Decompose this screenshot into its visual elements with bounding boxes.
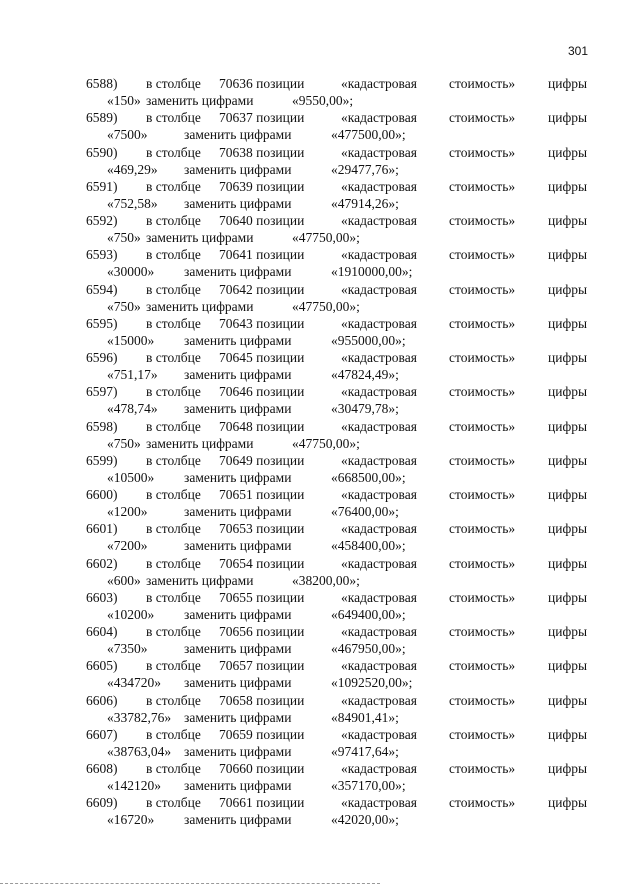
cadastral-label: «кадастровая [341, 761, 417, 776]
cost-label: стоимость» [449, 384, 516, 400]
new-value: «357170,00»; [331, 778, 406, 793]
new-value: «30479,78»; [331, 401, 399, 417]
column-position: 70657 позиции [219, 658, 305, 674]
new-value: «1092520,00»; [331, 675, 413, 691]
column-word: в столбце [146, 452, 201, 468]
old-value: «38763,04» [107, 743, 172, 759]
cadastral-label: «кадастровая [341, 315, 417, 331]
new-value: «9550,00»; [292, 93, 354, 108]
column-position: 70653 позиции [219, 521, 305, 537]
cadastral-label: «кадастровая [341, 555, 417, 571]
amendment-entry [0, 453, 640, 487]
old-value: «16720» [107, 812, 155, 828]
column-word: в столбце [146, 384, 201, 400]
entry-number: 6588) [86, 76, 118, 91]
cost-label: стоимость» [449, 726, 516, 742]
amendment-entry [0, 487, 640, 521]
amendment-entry [0, 145, 640, 179]
new-value: «1910000,00»; [331, 264, 413, 280]
replace-phrase: заменить цифрами [184, 401, 292, 417]
entry-number: 6599) [86, 452, 118, 468]
replace-phrase: заменить цифрами [184, 641, 292, 656]
digits-label: цифры [548, 144, 588, 160]
column-word: в столбце [146, 658, 201, 674]
amendment-entry [0, 419, 640, 453]
digits-label: цифры [548, 521, 588, 537]
entry-number: 6604) [86, 624, 118, 639]
amendment-entry [0, 316, 640, 350]
amendment-entry [0, 110, 640, 144]
cadastral-label: «кадастровая [341, 452, 417, 468]
cadastral-label: «кадастровая [341, 247, 417, 263]
column-word: в столбце [146, 418, 201, 434]
replace-phrase: заменить цифрами [184, 161, 292, 177]
old-value: «600» [107, 572, 141, 588]
digits-label: цифры [548, 247, 588, 263]
replace-phrase: заменить цифрами [184, 743, 292, 759]
replace-phrase: заменить цифрами [184, 606, 292, 622]
replace-phrase: заменить цифрами [146, 572, 254, 588]
column-position: 70655 позиции [219, 589, 305, 605]
old-value: «33782,76» [107, 709, 172, 725]
column-position: 70659 позиции [219, 726, 305, 742]
old-value: «469,29» [107, 161, 158, 177]
replace-phrase: заменить цифрами [184, 709, 292, 725]
replace-phrase: заменить цифрами [184, 778, 292, 793]
column-word: в столбце [146, 144, 201, 160]
digits-label: цифры [548, 761, 588, 776]
cost-label: стоимость» [449, 281, 516, 297]
old-value: «10500» [107, 469, 155, 485]
entry-number: 6607) [86, 726, 118, 742]
digits-label: цифры [548, 795, 588, 811]
cost-label: стоимость» [449, 624, 516, 639]
cost-label: стоимость» [449, 418, 516, 434]
amendment-entry [0, 384, 640, 418]
column-position: 70645 позиции [219, 350, 305, 365]
column-word: в столбце [146, 76, 201, 91]
entry-number: 6596) [86, 350, 118, 365]
digits-label: цифры [548, 418, 588, 434]
entry-number: 6609) [86, 795, 118, 811]
cadastral-label: «кадастровая [341, 76, 417, 91]
column-position: 70648 позиции [219, 418, 305, 434]
cost-label: стоимость» [449, 247, 516, 263]
cadastral-label: «кадастровая [341, 213, 417, 228]
entry-number: 6593) [86, 247, 118, 263]
digits-label: цифры [548, 624, 588, 639]
column-word: в столбце [146, 110, 201, 126]
entry-number: 6595) [86, 315, 118, 331]
old-value: «478,74» [107, 401, 158, 417]
column-position: 70637 позиции [219, 110, 305, 126]
amendment-entry [0, 658, 640, 692]
cadastral-label: «кадастровая [341, 281, 417, 297]
cadastral-label: «кадастровая [341, 795, 417, 811]
amendment-entry [0, 693, 640, 727]
entry-number: 6589) [86, 110, 118, 126]
column-word: в столбце [146, 726, 201, 742]
cost-label: стоимость» [449, 178, 516, 194]
column-position: 70651 позиции [219, 487, 305, 502]
new-value: «42020,00»; [331, 812, 399, 828]
cost-label: стоимость» [449, 76, 516, 91]
old-value: «750» [107, 230, 141, 245]
amendment-entry [0, 761, 640, 795]
cost-label: стоимость» [449, 692, 516, 708]
column-position: 70639 позиции [219, 178, 305, 194]
column-word: в столбце [146, 213, 201, 228]
cost-label: стоимость» [449, 110, 516, 126]
column-word: в столбце [146, 692, 201, 708]
old-value: «752,58» [107, 195, 158, 211]
cost-label: стоимость» [449, 213, 516, 228]
column-word: в столбце [146, 178, 201, 194]
cadastral-label: «кадастровая [341, 487, 417, 502]
entry-number: 6606) [86, 692, 118, 708]
new-value: «458400,00»; [331, 538, 406, 554]
amendment-entry [0, 213, 640, 247]
digits-label: цифры [548, 658, 588, 674]
column-word: в столбце [146, 795, 201, 811]
amendment-entry [0, 795, 640, 829]
amendment-entry [0, 76, 640, 110]
column-position: 70643 позиции [219, 315, 305, 331]
new-value: «47750,00»; [292, 435, 360, 451]
column-word: в столбце [146, 555, 201, 571]
old-value: «10200» [107, 606, 155, 622]
digits-label: цифры [548, 555, 588, 571]
cadastral-label: «кадастровая [341, 418, 417, 434]
old-value: «1200» [107, 504, 148, 519]
digits-label: цифры [548, 76, 588, 91]
replace-phrase: заменить цифрами [184, 127, 292, 143]
column-word: в столбце [146, 624, 201, 639]
digits-label: цифры [548, 110, 588, 126]
old-value: «30000» [107, 264, 155, 280]
cost-label: стоимость» [449, 144, 516, 160]
replace-phrase: заменить цифрами [184, 195, 292, 211]
new-value: «97417,64»; [331, 743, 399, 759]
cost-label: стоимость» [449, 555, 516, 571]
entry-number: 6597) [86, 384, 118, 400]
entry-number: 6608) [86, 761, 118, 776]
page-number: 301 [568, 44, 589, 58]
column-word: в столбце [146, 281, 201, 297]
column-position: 70646 позиции [219, 384, 305, 400]
column-position: 70649 позиции [219, 452, 305, 468]
replace-phrase: заменить цифрами [184, 332, 292, 348]
amendment-entry [0, 282, 640, 316]
column-position: 70661 позиции [219, 795, 305, 811]
replace-phrase: заменить цифрами [184, 367, 292, 382]
old-value: «15000» [107, 332, 155, 348]
cost-label: стоимость» [449, 315, 516, 331]
digits-label: цифры [548, 487, 588, 502]
new-value: «47914,26»; [331, 195, 399, 211]
cost-label: стоимость» [449, 795, 516, 811]
replace-phrase: заменить цифрами [184, 264, 292, 280]
amendment-entry [0, 590, 640, 624]
column-position: 70656 позиции [219, 624, 305, 639]
old-value: «751,17» [107, 367, 158, 382]
new-value: «649400,00»; [331, 606, 406, 622]
cadastral-label: «кадастровая [341, 521, 417, 537]
column-word: в столбце [146, 521, 201, 537]
new-value: «955000,00»; [331, 332, 406, 348]
replace-phrase: заменить цифрами [146, 93, 254, 108]
new-value: «29477,76»; [331, 161, 399, 177]
entry-number: 6591) [86, 178, 118, 194]
entry-number: 6592) [86, 213, 118, 228]
cost-label: стоимость» [449, 658, 516, 674]
new-value: «668500,00»; [331, 469, 406, 485]
entry-number: 6602) [86, 555, 118, 571]
old-value: «750» [107, 435, 141, 451]
entry-number: 6598) [86, 418, 118, 434]
cadastral-label: «кадастровая [341, 658, 417, 674]
old-value: «7500» [107, 127, 148, 143]
amendment-entry [0, 624, 640, 658]
new-value: «47824,49»; [331, 367, 399, 382]
new-value: «38200,00»; [292, 572, 360, 588]
column-position: 70638 позиции [219, 144, 305, 160]
amendment-entry [0, 556, 640, 590]
amendment-entry [0, 179, 640, 213]
column-position: 70636 позиции [219, 76, 305, 91]
digits-label: цифры [548, 589, 588, 605]
old-value: «7200» [107, 538, 148, 554]
new-value: «47750,00»; [292, 230, 360, 245]
cadastral-label: «кадастровая [341, 178, 417, 194]
new-value: «477500,00»; [331, 127, 406, 143]
amendment-entry [0, 350, 640, 384]
entry-number: 6590) [86, 144, 118, 160]
digits-label: цифры [548, 178, 588, 194]
column-word: в столбце [146, 315, 201, 331]
cadastral-label: «кадастровая [341, 110, 417, 126]
replace-phrase: заменить цифрами [146, 230, 254, 245]
column-word: в столбце [146, 487, 201, 502]
entry-number: 6600) [86, 487, 118, 502]
column-word: в столбце [146, 247, 201, 263]
cadastral-label: «кадастровая [341, 589, 417, 605]
digits-label: цифры [548, 350, 588, 365]
cost-label: стоимость» [449, 350, 516, 365]
digits-label: цифры [548, 213, 588, 228]
column-position: 70641 позиции [219, 247, 305, 263]
cost-label: стоимость» [449, 487, 516, 502]
column-word: в столбце [146, 761, 201, 776]
new-value: «76400,00»; [331, 504, 399, 519]
cadastral-label: «кадастровая [341, 692, 417, 708]
column-position: 70660 позиции [219, 761, 305, 776]
amendment-entry [0, 727, 640, 761]
old-value: «142120» [107, 778, 161, 793]
digits-label: цифры [548, 692, 588, 708]
new-value: «84901,41»; [331, 709, 399, 725]
digits-label: цифры [548, 315, 588, 331]
replace-phrase: заменить цифрами [184, 469, 292, 485]
old-value: «750» [107, 298, 141, 314]
entry-number: 6605) [86, 658, 118, 674]
cost-label: стоимость» [449, 761, 516, 776]
digits-label: цифры [548, 726, 588, 742]
digits-label: цифры [548, 281, 588, 297]
column-position: 70658 позиции [219, 692, 305, 708]
column-word: в столбце [146, 589, 201, 605]
footer-divider [0, 883, 380, 884]
cost-label: стоимость» [449, 521, 516, 537]
amendment-list [0, 76, 640, 830]
new-value: «47750,00»; [292, 298, 360, 314]
cadastral-label: «кадастровая [341, 144, 417, 160]
digits-label: цифры [548, 452, 588, 468]
replace-phrase: заменить цифрами [184, 812, 292, 828]
column-position: 70640 позиции [219, 213, 305, 228]
digits-label: цифры [548, 384, 588, 400]
new-value: «467950,00»; [331, 641, 406, 656]
entry-number: 6594) [86, 281, 118, 297]
replace-phrase: заменить цифрами [184, 675, 292, 691]
cost-label: стоимость» [449, 452, 516, 468]
old-value: «150» [107, 93, 141, 108]
entry-number: 6601) [86, 521, 118, 537]
amendment-entry [0, 521, 640, 555]
cadastral-label: «кадастровая [341, 384, 417, 400]
cadastral-label: «кадастровая [341, 350, 417, 365]
entry-number: 6603) [86, 589, 118, 605]
replace-phrase: заменить цифрами [146, 435, 254, 451]
cadastral-label: «кадастровая [341, 726, 417, 742]
old-value: «434720» [107, 675, 161, 691]
replace-phrase: заменить цифрами [184, 538, 292, 554]
cadastral-label: «кадастровая [341, 624, 417, 639]
replace-phrase: заменить цифрами [184, 504, 292, 519]
old-value: «7350» [107, 641, 148, 656]
replace-phrase: заменить цифрами [146, 298, 254, 314]
cost-label: стоимость» [449, 589, 516, 605]
column-word: в столбце [146, 350, 201, 365]
column-position: 70642 позиции [219, 281, 305, 297]
amendment-entry [0, 247, 640, 281]
column-position: 70654 позиции [219, 555, 305, 571]
